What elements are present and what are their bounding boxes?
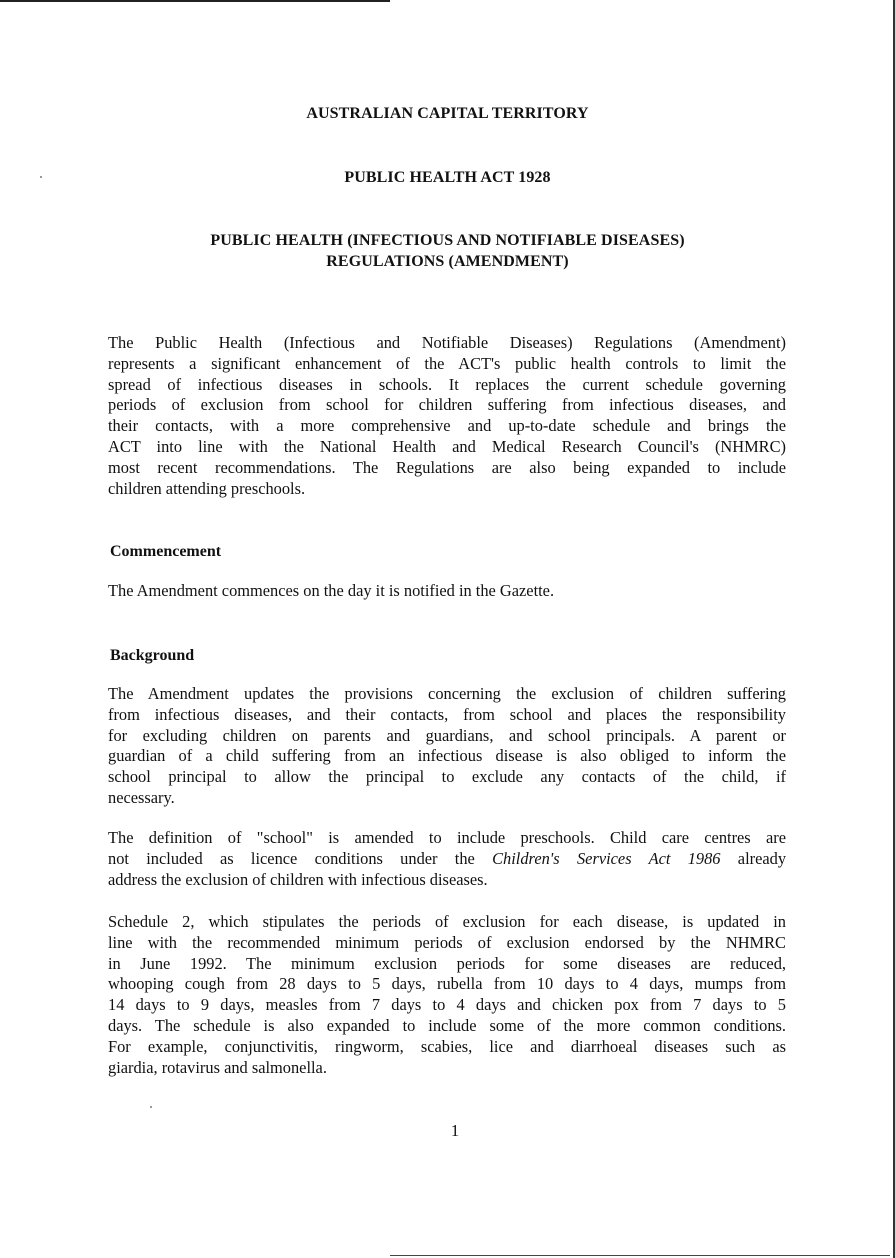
background-line: Schedule 2, which stipulates the periods of exclusion for each disease, is updated in — [108, 912, 786, 931]
territory-heading: AUSTRALIAN CAPITAL TERRITORY — [306, 105, 589, 122]
intro-paragraph — [108, 333, 786, 499]
regulation-title-line-1: PUBLIC HEALTH (INFECTIOUS AND NOTIFIABLE DISEASES) — [210, 232, 685, 249]
intro-line: their contacts, with a more comprehensive and up-to-date schedule and brings the — [108, 416, 786, 436]
scan-speck — [150, 1106, 152, 1108]
intro-line: children attending preschools. — [108, 478, 306, 498]
background-paragraph-2 — [108, 828, 786, 890]
background-line — [108, 849, 786, 870]
background-paragraph-1 — [108, 684, 786, 809]
background-line: line with the recommended minimum periods of exclusion endorsed by the NHMRC — [108, 932, 786, 952]
background-line: whooping cough from 28 days to 5 days, rubella from 10 days to 4 days, mumps from — [108, 974, 786, 994]
commencement-paragraph — [108, 581, 786, 602]
background-line: The definition of "school" is amended to include preschools. Child care centres are — [108, 828, 786, 847]
scan-edge-top — [0, 0, 390, 2]
act-citation: Children's Services Act 1986 — [492, 848, 721, 868]
background-line: school principal to allow the principal to exclude any contacts of the child, if — [108, 767, 786, 787]
scan-edge-bottom — [390, 1255, 890, 1256]
act-heading: PUBLIC HEALTH ACT 1928 — [344, 169, 551, 186]
background-line: address the exclusion of children with infectious diseases. — [108, 869, 488, 889]
intro-line: ACT into line with the National Health and Medical Research Council's (NHMRC) — [108, 436, 786, 456]
background-line: for excluding children on parents and guardians, and school principals. A parent or — [108, 725, 786, 745]
background-line: necessary. — [108, 787, 175, 807]
intro-line: most recent recommendations. The Regulations are also being expanded to include — [108, 457, 786, 477]
intro-line: spread of infectious diseases in schools. It replaces the current schedule governing — [108, 374, 786, 394]
regulation-title-line-2: REGULATIONS (AMENDMENT) — [326, 253, 569, 270]
intro-line: periods of exclusion from school for children suffering from infectious diseases, and — [108, 395, 786, 415]
background-line: 14 days to 9 days, measles from 7 days to 4 days and chicken pox from 7 days to 5 — [108, 995, 786, 1015]
background-line: days. The schedule is also expanded to include some of the more common conditions. — [108, 1015, 786, 1035]
line-text: already — [720, 848, 787, 868]
line-text: not included as licence conditions under the — [108, 848, 493, 868]
commencement-line: The Amendment commences on the day it is notified in the Gazette. — [108, 581, 555, 600]
background-line: guardian of a child suffering from an infectious disease is also obliged to inform the — [108, 746, 786, 766]
background-line: giardia, rotavirus and salmonella. — [108, 1057, 327, 1077]
background-line: from infectious diseases, and their contacts, from school and places the responsibility — [108, 704, 786, 724]
intro-line: represents a significant enhancement of the ACT's public health controls to limit the — [108, 353, 786, 373]
commencement-heading: Commencement — [110, 543, 222, 560]
background-line: The Amendment updates the provisions concerning the exclusion of children suffering — [108, 684, 786, 703]
background-line: For example, conjunctivitis, ringworm, scabies, lice and diarrhoeal diseases such as — [108, 1036, 786, 1056]
background-line: in June 1992. The minimum exclusion periods for some diseases are reduced, — [108, 953, 786, 973]
background-paragraph-3 — [108, 912, 786, 1078]
page-number: 1 — [450, 1121, 460, 1140]
intro-line: The Public Health (Infectious and Notifiable Diseases) Regulations (Amendment) — [108, 333, 786, 352]
background-heading: Background — [110, 647, 195, 664]
